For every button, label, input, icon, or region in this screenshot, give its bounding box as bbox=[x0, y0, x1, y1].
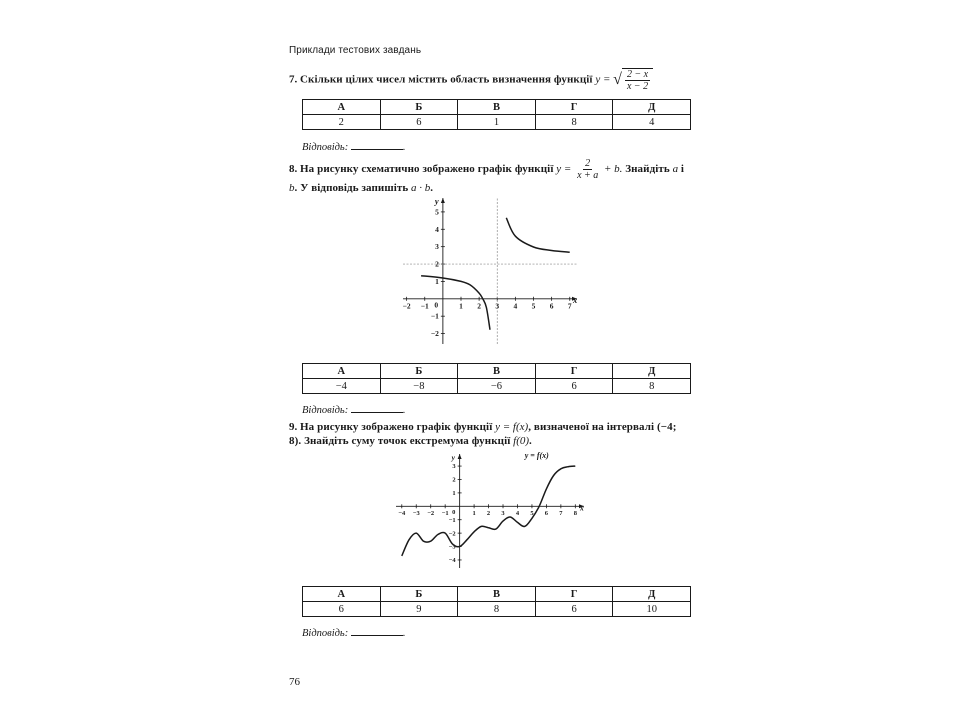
table-header: А bbox=[303, 100, 381, 115]
question-text-2: Знайдіть bbox=[625, 163, 670, 176]
x-tick-label: 8 bbox=[573, 509, 577, 517]
table-cell: 4 bbox=[613, 115, 691, 130]
question-text-4: . У відповідь запишіть bbox=[294, 182, 409, 194]
answer-table-8 bbox=[302, 363, 691, 394]
running-header: Приклади тестових завдань bbox=[289, 45, 422, 56]
question-number: 7. bbox=[289, 73, 298, 86]
sqrt-formula bbox=[613, 68, 653, 92]
y-axis-label: y bbox=[451, 453, 455, 462]
x-tick-label: 5 bbox=[530, 509, 534, 517]
question-number: 8. bbox=[289, 163, 298, 176]
y-axis-label: y bbox=[434, 196, 439, 206]
x-tick-label: −2 bbox=[402, 301, 411, 311]
question-text: Скільки цілих чисел містить область визначення функції bbox=[300, 73, 593, 86]
x-axis-label: x bbox=[573, 294, 578, 305]
x-tick-label: 1 bbox=[459, 301, 463, 311]
table-cell: 9 bbox=[380, 602, 458, 617]
table-header: А bbox=[303, 587, 381, 602]
question-8 bbox=[289, 158, 691, 195]
answer-table-9 bbox=[302, 586, 691, 617]
question-text: На рисунку схематично зображено графік функції bbox=[300, 163, 554, 176]
hyperbola-branch-2 bbox=[506, 218, 569, 252]
y-tick-label: 2 bbox=[435, 259, 439, 269]
x-tick-label: −2 bbox=[427, 509, 435, 517]
x-tick-label: 5 bbox=[531, 301, 536, 311]
numerator: 2 bbox=[585, 158, 591, 169]
answer-label: Відповідь: bbox=[302, 405, 349, 416]
table-header: Б bbox=[380, 364, 458, 379]
table-cell: 6 bbox=[380, 115, 458, 130]
question-text-3: і bbox=[680, 163, 684, 176]
question-text-5: . bbox=[430, 182, 434, 194]
x-tick-label: 7 bbox=[559, 509, 563, 517]
y-tick-label: 1 bbox=[452, 490, 456, 498]
answer-end: . bbox=[402, 142, 406, 153]
y-tick-label: −3 bbox=[448, 543, 456, 551]
y-tick-label: −1 bbox=[430, 311, 439, 321]
y-axis-arrow bbox=[441, 198, 445, 203]
x-tick-label: 2 bbox=[477, 301, 481, 311]
table-header: Д bbox=[613, 587, 691, 602]
answer-end: . bbox=[402, 405, 406, 416]
var-b: b bbox=[289, 182, 295, 194]
x-tick-label: 4 bbox=[515, 509, 520, 517]
question-text-3: . bbox=[529, 435, 532, 447]
answer-table-7 bbox=[302, 99, 691, 130]
table-header: Г bbox=[535, 100, 613, 115]
table-header: Г bbox=[535, 587, 613, 602]
x-tick-label: 6 bbox=[544, 509, 549, 517]
table-header: В bbox=[458, 587, 536, 602]
x-tick-label: 4 bbox=[513, 301, 518, 311]
formula-lhs: y = bbox=[595, 73, 611, 86]
table-cell: 6 bbox=[303, 602, 381, 617]
y-tick-label: 3 bbox=[435, 242, 439, 252]
x-tick-label: −1 bbox=[441, 509, 449, 517]
y-tick-label: 4 bbox=[435, 224, 439, 234]
y-tick-label: 5 bbox=[435, 207, 439, 217]
formula-lhs: y = bbox=[556, 163, 572, 176]
denominator: x + a bbox=[577, 170, 599, 181]
x-tick-label: 6 bbox=[549, 301, 554, 311]
product: a · b bbox=[411, 182, 431, 194]
y-tick-label: −2 bbox=[430, 329, 439, 339]
table-header: В bbox=[458, 364, 536, 379]
y-axis-arrow bbox=[458, 454, 462, 459]
answer-line-7 bbox=[302, 139, 405, 153]
y-tick-label: −1 bbox=[448, 516, 456, 524]
answer-blank[interactable] bbox=[351, 139, 403, 150]
hyperbola-graph bbox=[395, 194, 585, 350]
fraction bbox=[575, 158, 600, 181]
question-7 bbox=[289, 68, 691, 92]
table-header: В bbox=[458, 100, 536, 115]
y-tick-label: −2 bbox=[448, 530, 456, 538]
x-tick-label: 7 bbox=[567, 301, 572, 311]
table-cell: 1 bbox=[458, 115, 536, 130]
answer-blank[interactable] bbox=[351, 402, 403, 413]
x-axis-label: x bbox=[580, 503, 584, 513]
table-cell: 8 bbox=[535, 115, 613, 130]
x-tick-label: 2 bbox=[486, 509, 491, 517]
question-text: На рисунку зображено графік функції bbox=[300, 421, 493, 433]
table-cell: −6 bbox=[458, 379, 536, 394]
question-text-2: , визначеної на інтервалі (−4; 8). Знайдіть суму точок екстремума функції bbox=[289, 421, 677, 447]
origin-label: 0 bbox=[452, 508, 456, 516]
answer-label: Відповідь: bbox=[302, 628, 349, 639]
table-cell: 6 bbox=[535, 602, 613, 617]
table-cell: 8 bbox=[458, 602, 536, 617]
table-cell: 2 bbox=[303, 115, 381, 130]
table-header: Г bbox=[535, 364, 613, 379]
answer-end: . bbox=[402, 628, 406, 639]
table-cell: −4 bbox=[303, 379, 381, 394]
question-number: 9. bbox=[289, 421, 298, 433]
answer-line-9 bbox=[302, 625, 405, 639]
page-number: 76 bbox=[289, 676, 300, 688]
graph-title: y = f(x) bbox=[524, 451, 549, 461]
numerator: 2 − x bbox=[626, 69, 649, 80]
x-tick-label: 1 bbox=[472, 509, 476, 517]
table-header: А bbox=[303, 364, 381, 379]
y-tick-label: −4 bbox=[448, 557, 456, 565]
table-cell: 10 bbox=[613, 602, 691, 617]
function-graph bbox=[390, 450, 590, 572]
denominator: x − 2 bbox=[626, 81, 649, 92]
x-tick-label: −3 bbox=[412, 509, 420, 517]
answer-label: Відповідь: bbox=[302, 142, 349, 153]
table-header: Б bbox=[380, 587, 458, 602]
y-tick-label: 1 bbox=[435, 276, 439, 286]
table-cell: 6 bbox=[535, 379, 613, 394]
table-header: Д bbox=[613, 364, 691, 379]
table-header: Б bbox=[380, 100, 458, 115]
radical-sign: √ bbox=[613, 71, 622, 88]
y-tick-label: 3 bbox=[452, 463, 456, 471]
fraction bbox=[625, 69, 650, 92]
f-zero: f(0) bbox=[513, 435, 530, 447]
x-tick-label: −4 bbox=[398, 509, 406, 517]
x-tick-label: −1 bbox=[420, 301, 429, 311]
x-tick-label: 3 bbox=[501, 509, 505, 517]
table-header: Д bbox=[613, 100, 691, 115]
question-9 bbox=[289, 420, 691, 448]
x-tick-label: 3 bbox=[495, 301, 500, 311]
table-cell: −8 bbox=[380, 379, 458, 394]
origin-label: 0 bbox=[434, 300, 439, 310]
formula: y = f(x) bbox=[495, 421, 529, 433]
formula-tail: + b. bbox=[604, 163, 623, 176]
answer-blank[interactable] bbox=[351, 625, 403, 636]
table-cell: 8 bbox=[613, 379, 691, 394]
answer-line-8 bbox=[302, 402, 405, 416]
y-tick-label: 2 bbox=[452, 476, 456, 484]
var-a: a bbox=[672, 163, 679, 176]
radicand bbox=[622, 68, 653, 92]
